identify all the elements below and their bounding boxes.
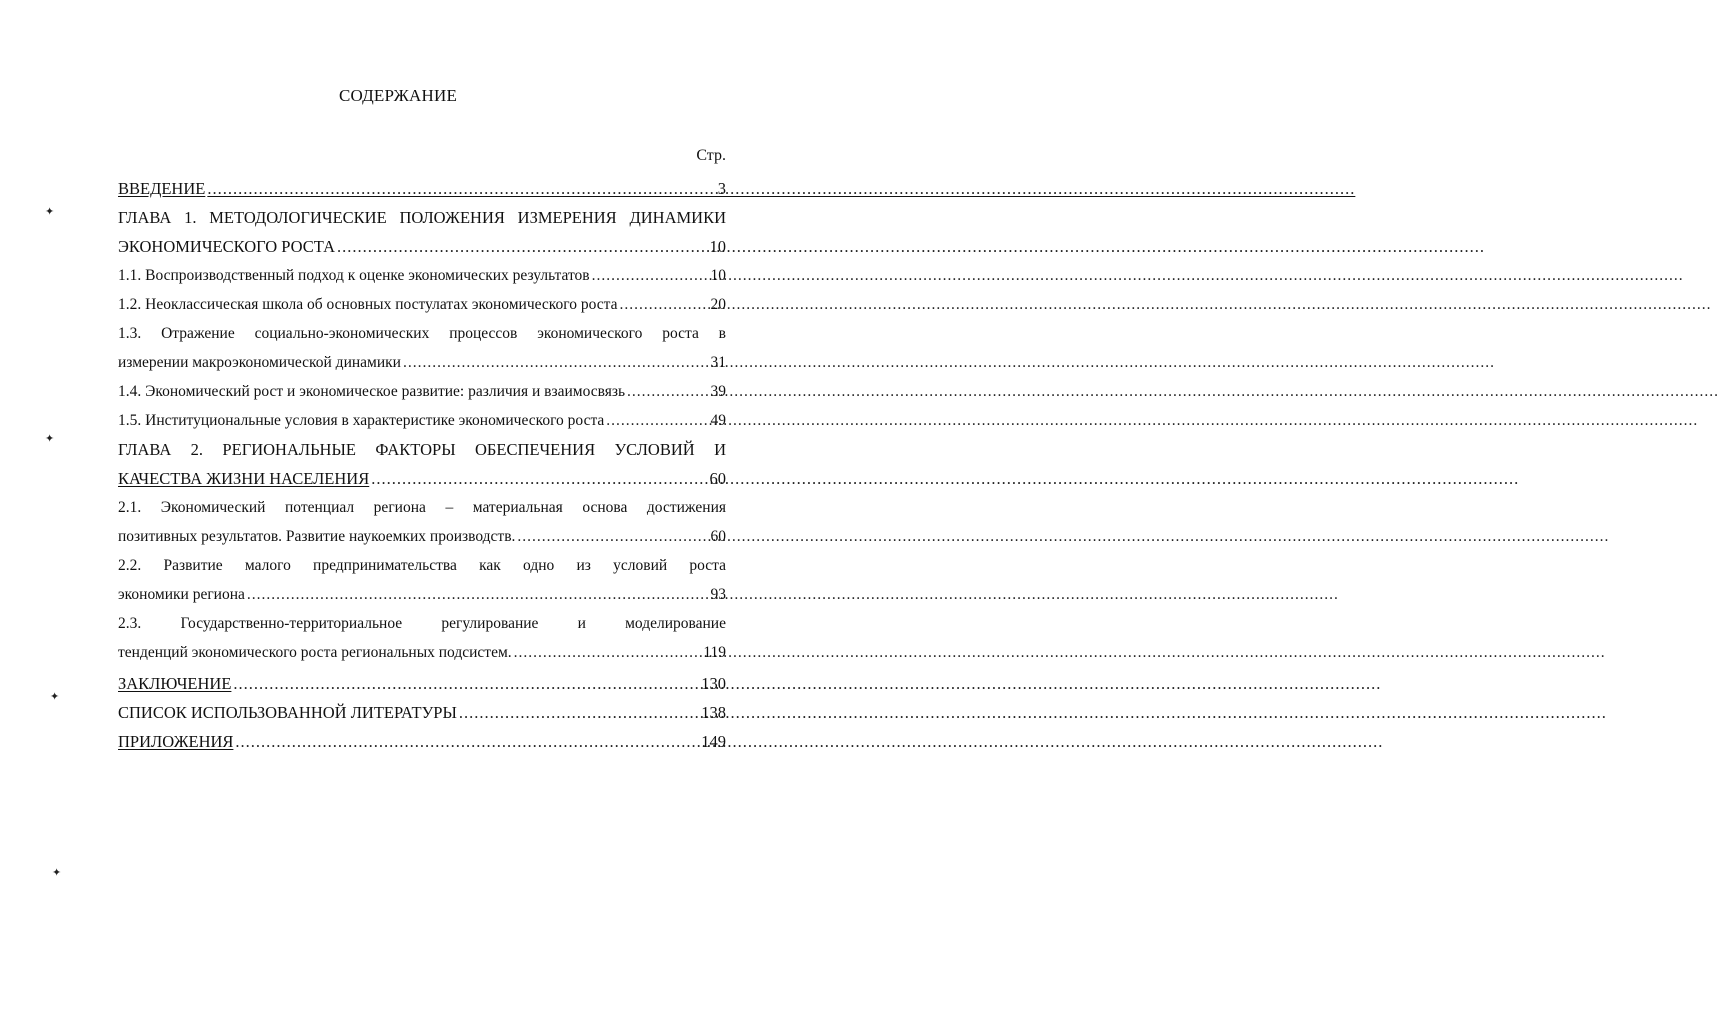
table-of-contents [118, 174, 726, 756]
toc-entry-section-1-3[interactable] [118, 319, 726, 377]
document-page [0, 0, 796, 1028]
toc-entry-label: 2.1. Экономический потенциал региона – материальная основа достижения [118, 499, 726, 516]
toc-entry-page: 149 [701, 732, 726, 751]
toc-entry-page: 93 [710, 586, 726, 603]
toc-entry-label: 1.2. Неоклассическая школа об основных постулатах экономического роста [118, 296, 618, 313]
toc-entry-page: 49 [710, 412, 726, 429]
toc-entry-appendix[interactable] [118, 727, 726, 756]
toc-entry-label: 1.1. Воспроизводственный подход к оценке экономических результатов [118, 267, 590, 284]
dot-leader [337, 232, 708, 261]
toc-entry-page: 10 [709, 237, 726, 256]
dot-leader [403, 348, 709, 377]
dot-leader [592, 261, 709, 290]
dot-leader [517, 522, 708, 551]
toc-entry-label: 2.3. Государственно-территориальное регулирование и моделирование [118, 615, 726, 632]
toc-entry-literature[interactable] [118, 698, 726, 727]
toc-entry-chapter-1[interactable] [118, 203, 726, 261]
toc-entry-page: 20 [710, 296, 726, 313]
toc-entry-label: 1.5. Институциональные условия в характеристике экономического роста [118, 412, 605, 429]
dot-leader [235, 727, 699, 756]
toc-entry-section-2-3[interactable] [118, 609, 726, 667]
toc-entry-label: ГЛАВА 2. РЕГИОНАЛЬНЫЕ ФАКТОРЫ ОБЕСПЕЧЕНИЯ УСЛОВИЙ И [118, 440, 726, 459]
dot-leader [247, 580, 709, 609]
toc-entry-label: 1.4. Экономический рост и экономическое развитие: различия и взаимосвязь [118, 383, 626, 400]
toc-entry-label: ВВЕДЕНИЕ [118, 179, 206, 198]
dot-leader [514, 638, 702, 667]
toc-entry-page: 3 [717, 179, 726, 198]
dot-leader [459, 698, 699, 727]
dot-leader [233, 669, 699, 698]
scan-mark: ✦ [50, 690, 60, 703]
scan-mark: ✦ [52, 866, 62, 879]
toc-entry-section-1-5[interactable] [118, 406, 726, 435]
toc-entry-label-continued: измерении макроэкономической динамики [118, 354, 401, 371]
toc-entry-page: 60 [709, 469, 726, 488]
toc-entry-section-2-2[interactable] [118, 551, 726, 609]
toc-entry-label: ЗАКЛЮЧЕНИЕ [118, 674, 232, 693]
toc-entry-label: ПРИЛОЖЕНИЯ [118, 732, 234, 751]
dot-leader [207, 174, 715, 203]
page-title: СОДЕРЖАНИЕ [338, 86, 458, 105]
toc-entry-label-continued: ЭКОНОМИЧЕСКОГО РОСТА [118, 237, 335, 256]
toc-entry-section-1-4[interactable] [118, 377, 726, 406]
dot-leader [627, 377, 708, 406]
dot-leader [606, 406, 708, 435]
dot-leader [619, 290, 708, 319]
toc-entry-label-continued: тенденций экономического роста региональных подсистем. [118, 644, 512, 661]
scan-mark: ✦ [45, 432, 55, 445]
toc-entry-conclusion[interactable] [118, 669, 726, 698]
toc-entry-chapter-2[interactable] [118, 435, 726, 493]
toc-entry-page: 10 [710, 267, 726, 284]
toc-entry-label-continued: экономики региона [118, 586, 245, 603]
toc-entry-introduction[interactable] [118, 174, 726, 203]
page-column-label: Стр. [696, 147, 726, 164]
toc-entry-page: 39 [710, 383, 726, 400]
toc-entry-label-continued: КАЧЕСТВА ЖИЗНИ НАСЕЛЕНИЯ [118, 469, 370, 488]
toc-entry-page: 31 [710, 354, 726, 371]
toc-entry-page: 138 [701, 703, 726, 722]
toc-entry-page: 130 [701, 674, 726, 693]
toc-entry-page: 60 [710, 528, 726, 545]
toc-entry-label: 1.3. Отражение социально-экономических процессов экономического роста в [118, 325, 726, 342]
toc-entry-page: 119 [703, 644, 726, 661]
toc-entry-label-continued: позитивных результатов. Развитие наукоемких производств. [118, 528, 516, 545]
toc-entry-label: ГЛАВА 1. МЕТОДОЛОГИЧЕСКИЕ ПОЛОЖЕНИЯ ИЗМЕРЕНИЯ ДИНАМИКИ [118, 208, 726, 227]
toc-entry-label: СПИСОК ИСПОЛЬЗОВАННОЙ ЛИТЕРАТУРЫ [118, 703, 457, 722]
dot-leader [371, 464, 707, 493]
toc-entry-section-2-1[interactable] [118, 493, 726, 551]
toc-entry-label: 2.2. Развитие малого предпринимательства как одно из условий роста [118, 557, 726, 574]
toc-entry-section-1-2[interactable] [118, 290, 726, 319]
toc-entry-section-1-1[interactable] [118, 261, 726, 290]
scan-mark: ✦ [45, 205, 55, 218]
